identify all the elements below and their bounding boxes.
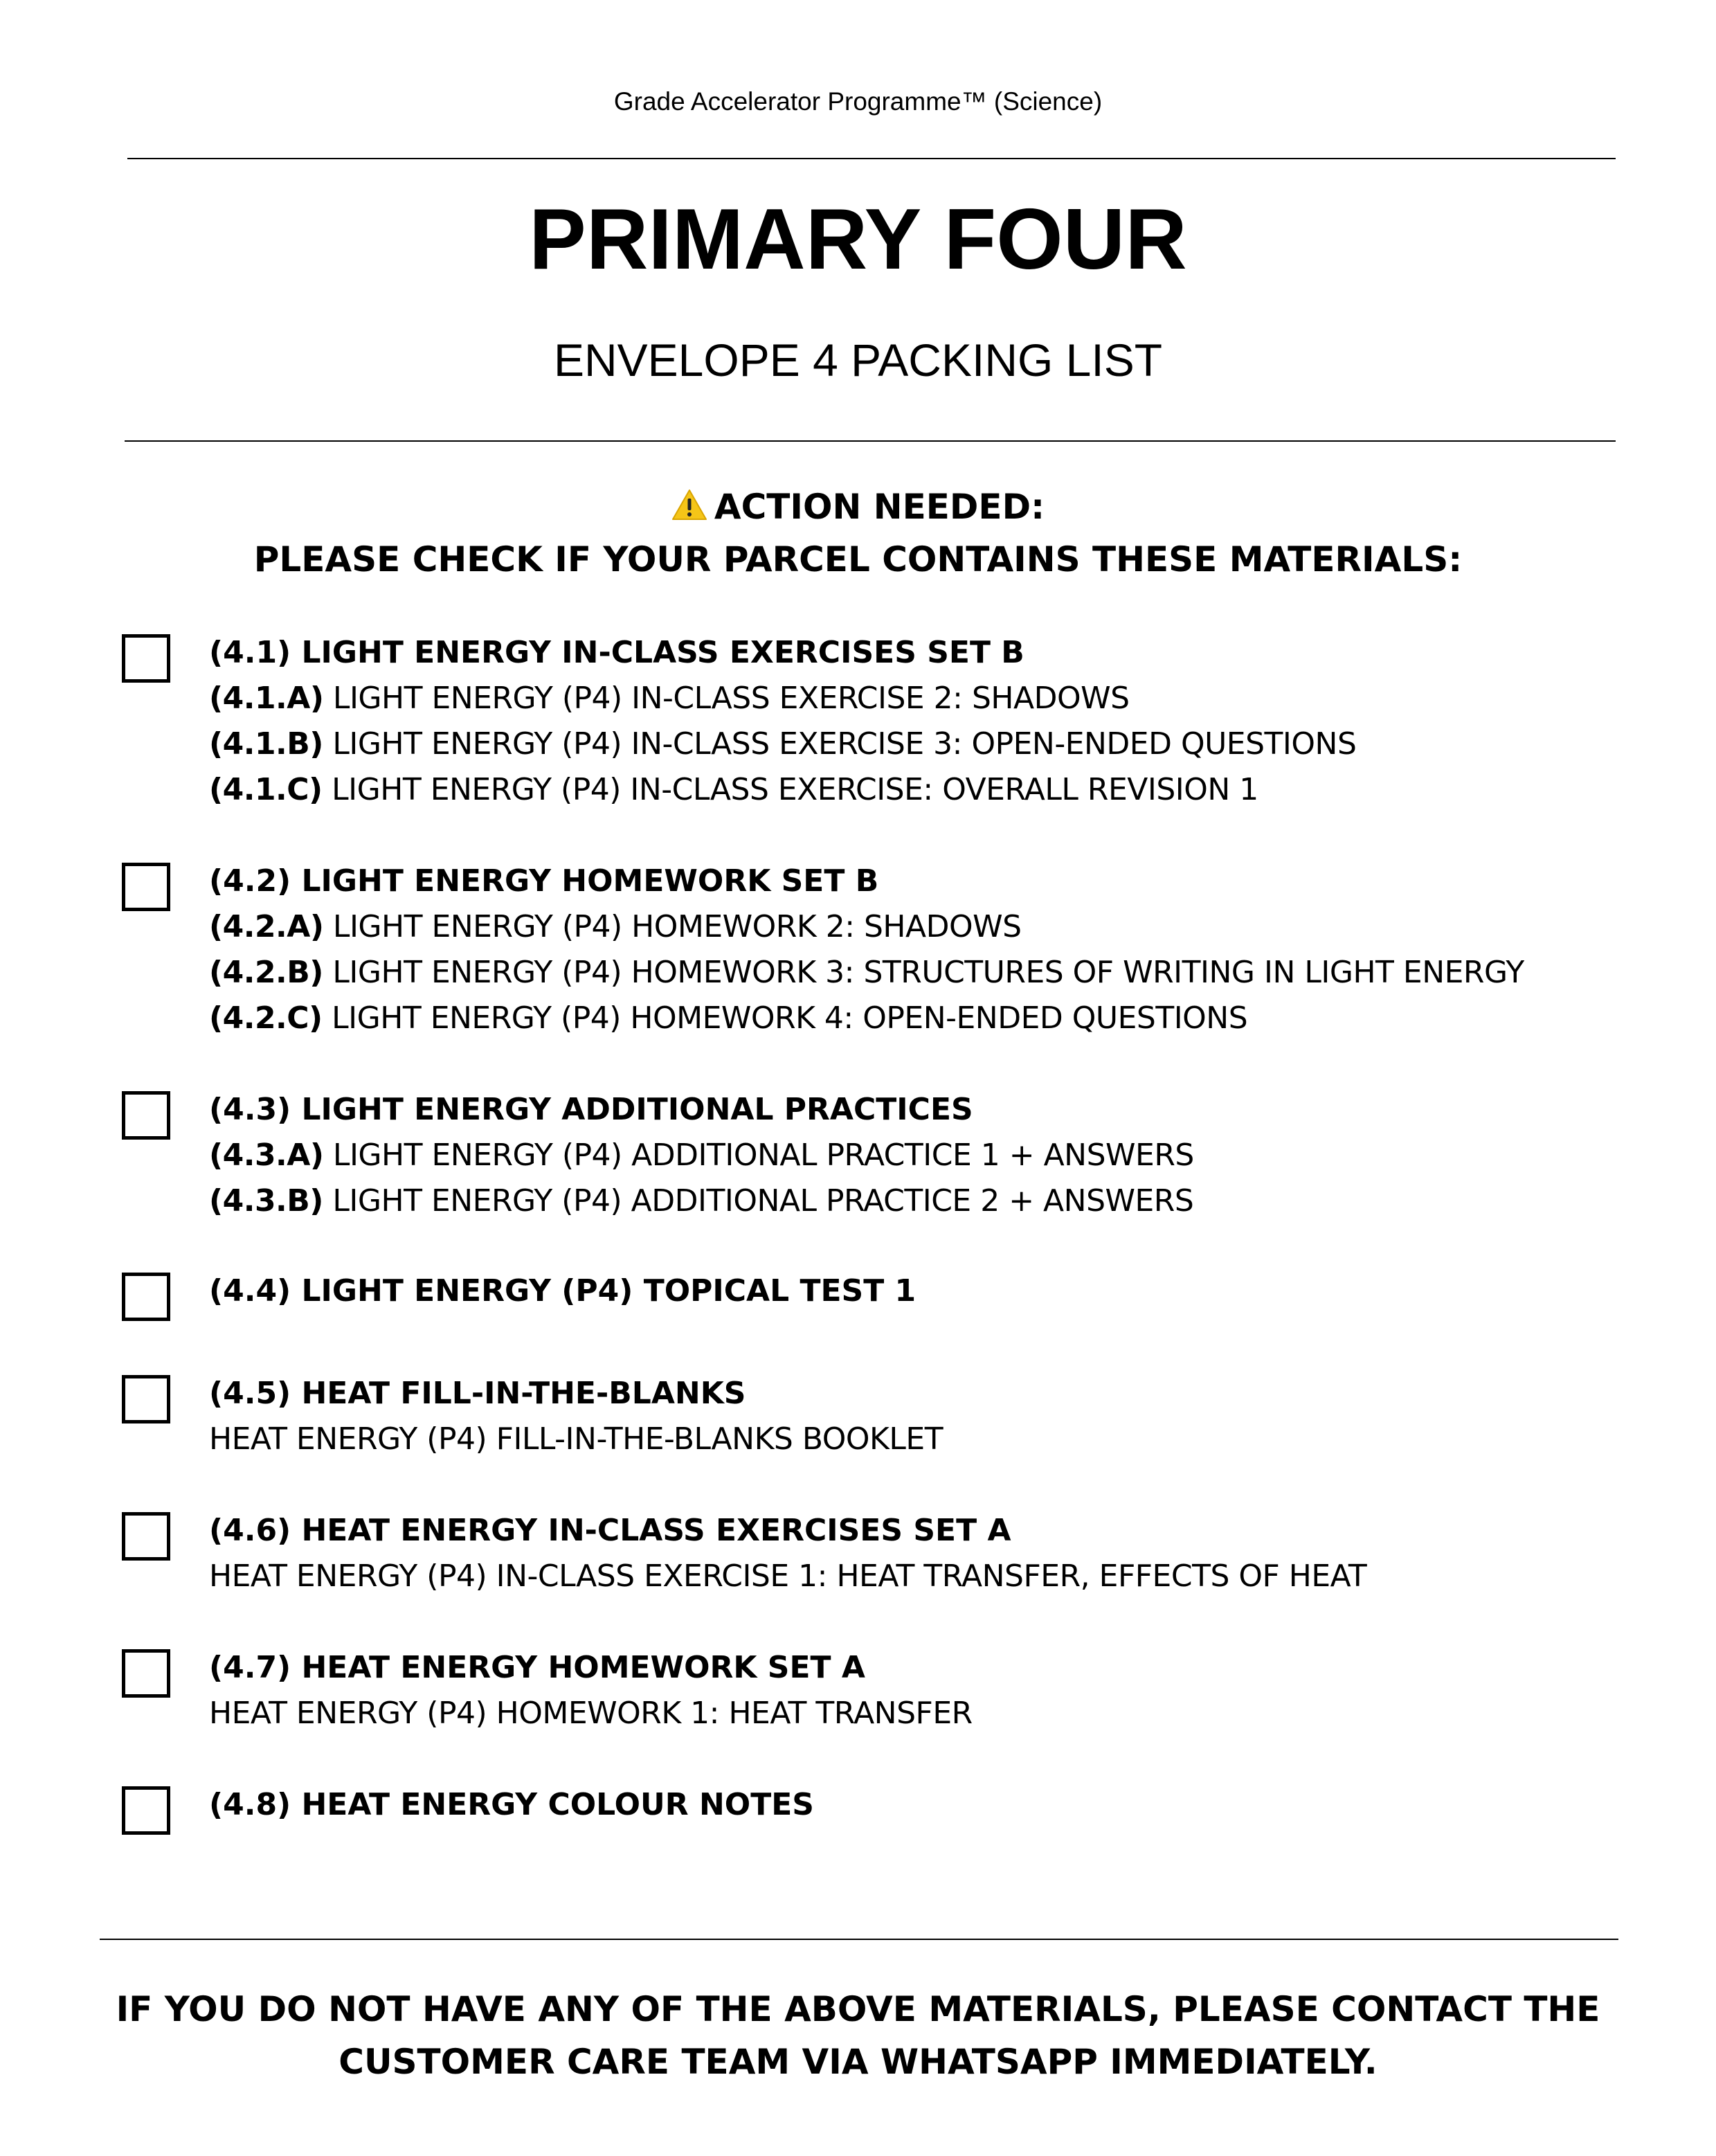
item-heading: (4.2) LIGHT ENERGY HOMEWORK SET B: [209, 863, 879, 899]
checkbox-4-3[interactable]: [122, 1091, 170, 1140]
footer-divider: [100, 1939, 1618, 1940]
title-divider: [125, 440, 1616, 442]
list-item-4-2: [209, 859, 1663, 1041]
list-item-4-4: [209, 1268, 1663, 1314]
checkbox-4-1[interactable]: [122, 634, 170, 683]
item-heading: (4.3) LIGHT ENERGY ADDITIONAL PRACTICES: [209, 1092, 973, 1127]
item-line: HEAT ENERGY (P4) IN-CLASS EXERCISE 1: HEAT TRANSFER, EFFECTS OF HEAT: [209, 1558, 1367, 1594]
checkbox-4-5[interactable]: [122, 1375, 170, 1423]
page-title: PRIMARY FOUR: [529, 192, 1187, 287]
item-heading: (4.4) LIGHT ENERGY (P4) TOPICAL TEST 1: [209, 1273, 916, 1309]
page-header: Grade Accelerator Programme™ (Science): [613, 87, 1103, 116]
checkbox-4-8[interactable]: [122, 1786, 170, 1835]
item-heading: (4.7) HEAT ENERGY HOMEWORK SET A: [209, 1650, 865, 1685]
item-heading: (4.5) HEAT FILL-IN-THE-BLANKS: [209, 1376, 746, 1411]
checkbox-4-4[interactable]: [122, 1273, 170, 1321]
action-notice-heading: [0, 480, 1716, 536]
list-item-4-3: [209, 1087, 1663, 1224]
footer-notice-line1: IF YOU DO NOT HAVE ANY OF THE ABOVE MATERIALS, PLEASE CONTACT THE: [116, 1989, 1600, 2029]
checkbox-4-7[interactable]: [122, 1649, 170, 1698]
item-heading: (4.1) LIGHT ENERGY IN-CLASS EXERCISES SET B: [209, 635, 1024, 670]
action-needed-label: ACTION NEEDED:: [714, 487, 1045, 527]
list-item-4-7: [209, 1645, 1663, 1736]
header-divider: [127, 158, 1616, 159]
list-item-4-6: [209, 1508, 1663, 1599]
warning-icon: [671, 483, 707, 536]
footer-notice-line2: CUSTOMER CARE TEAM VIA WHATSAPP IMMEDIATELY.: [338, 2042, 1378, 2082]
item-line: (4.3.A) LIGHT ENERGY (P4) ADDITIONAL PRACTICE 1 + ANSWERS: [209, 1138, 1194, 1173]
item-line: (4.3.B) LIGHT ENERGY (P4) ADDITIONAL PRACTICE 2 + ANSWERS: [209, 1183, 1194, 1219]
list-item-4-5: [209, 1371, 1663, 1462]
item-line: (4.2.B) LIGHT ENERGY (P4) HOMEWORK 3: STRUCTURES OF WRITING IN LIGHT ENERGY: [209, 955, 1524, 990]
item-line: (4.2.C) LIGHT ENERGY (P4) HOMEWORK 4: OPEN-ENDED QUESTIONS: [209, 1000, 1248, 1036]
item-line: (4.1.C) LIGHT ENERGY (P4) IN-CLASS EXERCISE: OVERALL REVISION 1: [209, 772, 1258, 807]
item-line: (4.2.A) LIGHT ENERGY (P4) HOMEWORK 2: SHADOWS: [209, 909, 1022, 944]
checkbox-4-6[interactable]: [122, 1512, 170, 1561]
checkbox-4-2[interactable]: [122, 863, 170, 911]
list-item-4-1: [209, 630, 1663, 813]
item-line: (4.1.A) LIGHT ENERGY (P4) IN-CLASS EXERCISE 2: SHADOWS: [209, 681, 1130, 716]
page-subtitle: ENVELOPE 4 PACKING LIST: [553, 334, 1163, 386]
item-line: HEAT ENERGY (P4) FILL-IN-THE-BLANKS BOOKLET: [209, 1421, 943, 1457]
list-item-4-8: [209, 1782, 1663, 1828]
item-heading: (4.6) HEAT ENERGY IN-CLASS EXERCISES SET A: [209, 1513, 1011, 1548]
item-heading: (4.8) HEAT ENERGY COLOUR NOTES: [209, 1787, 814, 1822]
item-line: (4.1.B) LIGHT ENERGY (P4) IN-CLASS EXERCISE 3: OPEN-ENDED QUESTIONS: [209, 726, 1357, 762]
item-line: HEAT ENERGY (P4) HOMEWORK 1: HEAT TRANSFER: [209, 1696, 973, 1731]
action-notice-instruction: PLEASE CHECK IF YOUR PARCEL CONTAINS THESE MATERIALS:: [253, 539, 1463, 580]
